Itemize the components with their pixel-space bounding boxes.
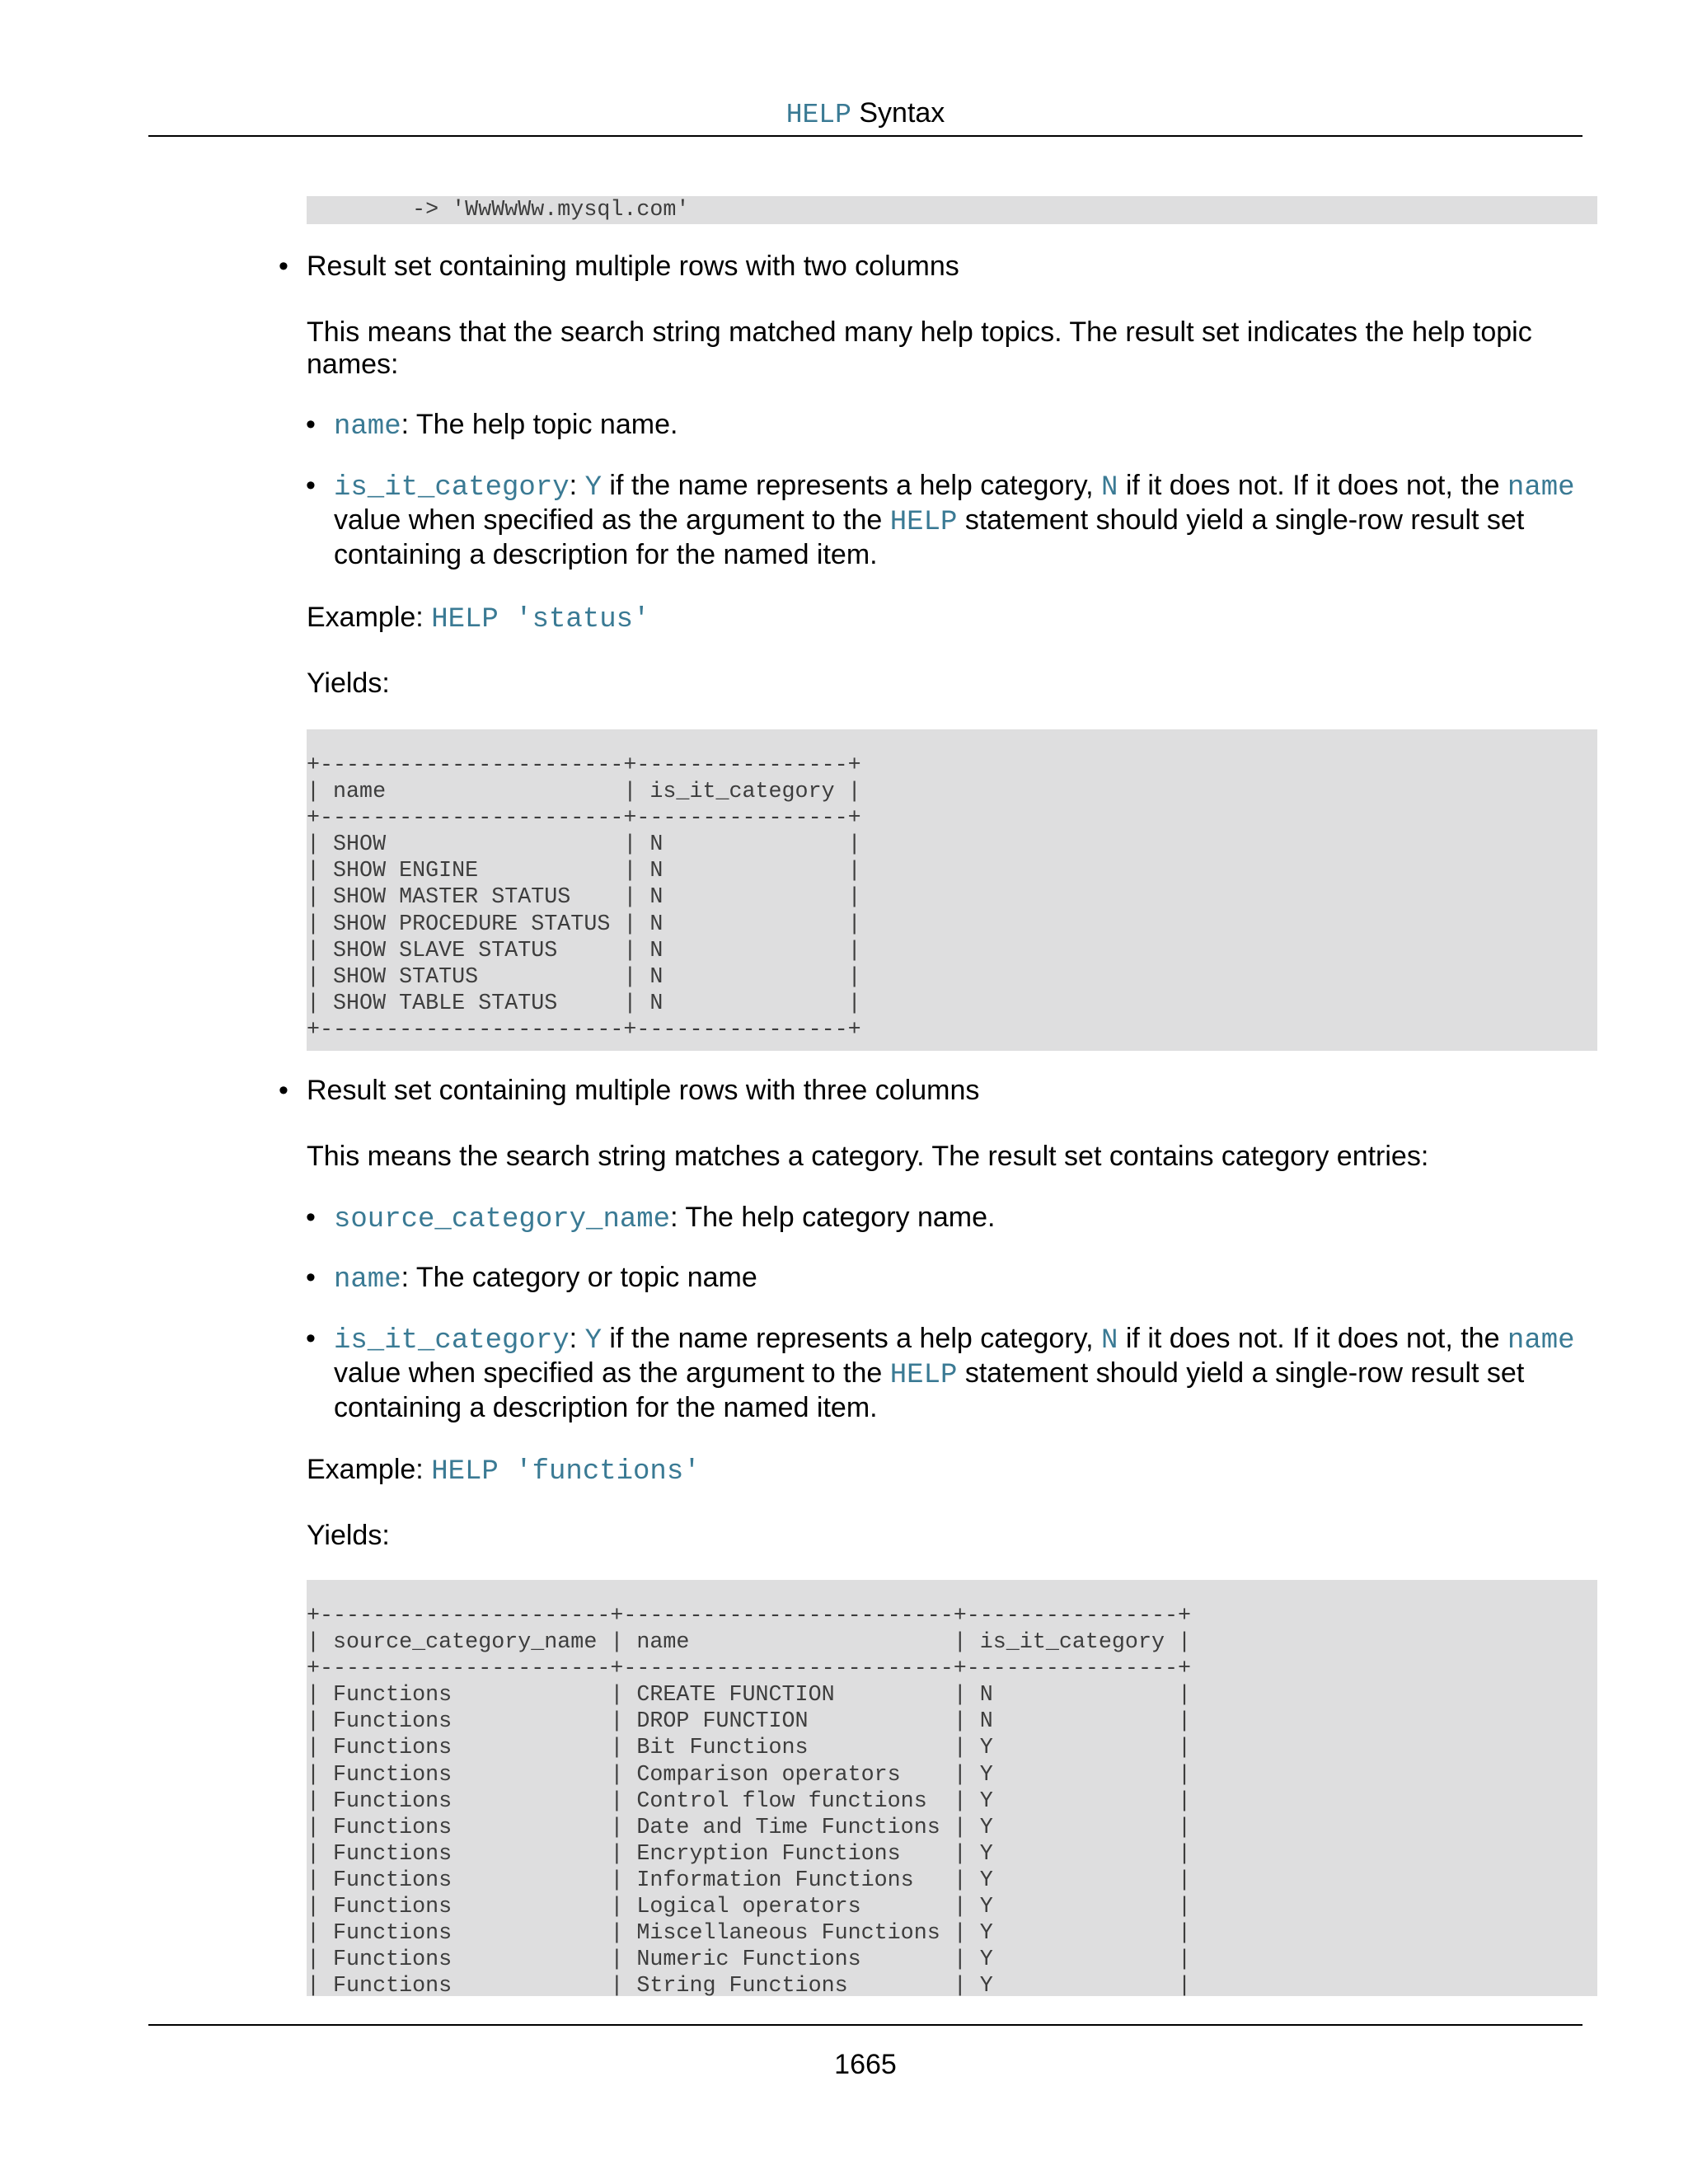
header-text: Syntax — [851, 97, 945, 129]
item-text: statement should yield a single-row result set containing a description for the named item. — [334, 1357, 1525, 1423]
bullet-marker: • — [306, 409, 316, 440]
code-is-it-category: is_it_category — [334, 1325, 570, 1357]
item-text: if the name represents a help category, — [601, 470, 1102, 501]
code-n: N — [1101, 472, 1118, 504]
item-text: : The help category name. — [670, 1202, 996, 1233]
item-text: : The category or topic name — [401, 1262, 757, 1293]
footer-rule — [148, 2024, 1582, 2026]
item-text: value when specified as the argument to the — [334, 1357, 890, 1389]
code-name: name — [1507, 472, 1575, 504]
item-text: : — [569, 470, 585, 501]
section1-item-name — [334, 409, 678, 443]
bullet-marker: • — [279, 251, 288, 282]
section2-yields: Yields: — [307, 1520, 390, 1551]
section1-example — [307, 602, 649, 636]
code-y: Y — [584, 1325, 602, 1357]
code-is-it-category: is_it_category — [334, 472, 570, 504]
code-help: HELP — [889, 507, 958, 538]
functions-results-table: +----------------------+-------------------------+----------------+ | source_category_name | name | is_it_category | +----------------------+-------------------------+----------------+ | Functions | CREATE FUNCTION | N | | Functions | DROP FUNCTION | N | | Functions | Bit Functions | Y | | Functions | Comparison operators | Y | | Functions | Control flow functions | Y | | Functions | Date and Time Functions | Y | | Functions | Encryption Functions | Y | | Functions | Information Functions | Y | | Functions | Logical operators | Y | | Functions | Miscellaneous Functions | Y | | Functions | Numeric Functions | Y | | Functions | String Functions | Y | — [307, 1604, 1192, 1999]
code-name: name — [334, 1264, 401, 1296]
section1-item-is-it-category — [334, 470, 1587, 571]
code-top-text: -> 'WwWwWw.mysql.com' — [307, 198, 690, 223]
example-label: Example: — [307, 1454, 432, 1485]
header-code: HELP — [785, 100, 851, 130]
section2-bullet: Result set containing multiple rows with three columns — [307, 1075, 980, 1106]
code-n: N — [1101, 1325, 1118, 1357]
item-text: if it does not. If it does not, the — [1118, 470, 1507, 501]
page-number: 1665 — [834, 2049, 897, 2080]
item-text: if the name represents a help category, — [601, 1323, 1102, 1354]
code-name: name — [334, 411, 401, 443]
page-header — [148, 95, 1582, 134]
code-y: Y — [584, 472, 602, 504]
item-text: : — [569, 1323, 585, 1354]
example-code: HELP 'functions' — [431, 1456, 701, 1488]
header-rule — [148, 135, 1582, 137]
item-text: statement should yield a single-row result set containing a description for the named item. — [334, 504, 1525, 570]
example-label: Example: — [307, 602, 432, 633]
bullet-marker: • — [306, 1323, 316, 1354]
item-text: : The help topic name. — [401, 409, 678, 440]
code-block-status-results — [307, 729, 1597, 1051]
item-text: if it does not. If it does not, the — [1118, 1323, 1507, 1354]
section1-intro: This means that the search string matched many help topics. The result set indicates the help topic names: — [307, 316, 1532, 380]
bullet-marker: • — [306, 1202, 316, 1233]
code-block-top — [307, 196, 1597, 224]
section2-item-source-category-name — [334, 1202, 995, 1236]
status-results-table: +-----------------------+----------------+ | name | is_it_category | +-----------------------+----------------+ | SHOW | N | | SHOW ENGINE | N | | SHOW MASTER STATUS | N | | SHOW PROCEDURE STATUS | N | | SHOW SLAVE STATUS | N | | SHOW STATUS | N | | SHOW TABLE STATUS | N | +-----------------------+----------------+ — [307, 753, 861, 1043]
code-source-category-name: source_category_name — [334, 1204, 671, 1235]
section2-example — [307, 1454, 701, 1488]
section2-item-is-it-category — [334, 1323, 1587, 1424]
code-name: name — [1507, 1325, 1575, 1357]
section2-item-name — [334, 1262, 757, 1296]
bullet-marker: • — [279, 1075, 288, 1106]
example-code: HELP 'status' — [431, 604, 650, 635]
section1-yields: Yields: — [307, 668, 390, 699]
item-text: value when specified as the argument to the — [334, 504, 890, 536]
code-help: HELP — [889, 1360, 958, 1391]
bullet-marker: • — [306, 1262, 316, 1293]
code-block-functions-results — [307, 1580, 1597, 1999]
bullet-marker: • — [306, 470, 316, 501]
section1-bullet: Result set containing multiple rows with two columns — [307, 251, 959, 282]
section2-intro: This means the search string matches a category. The result set contains category entries: — [307, 1141, 1429, 1172]
